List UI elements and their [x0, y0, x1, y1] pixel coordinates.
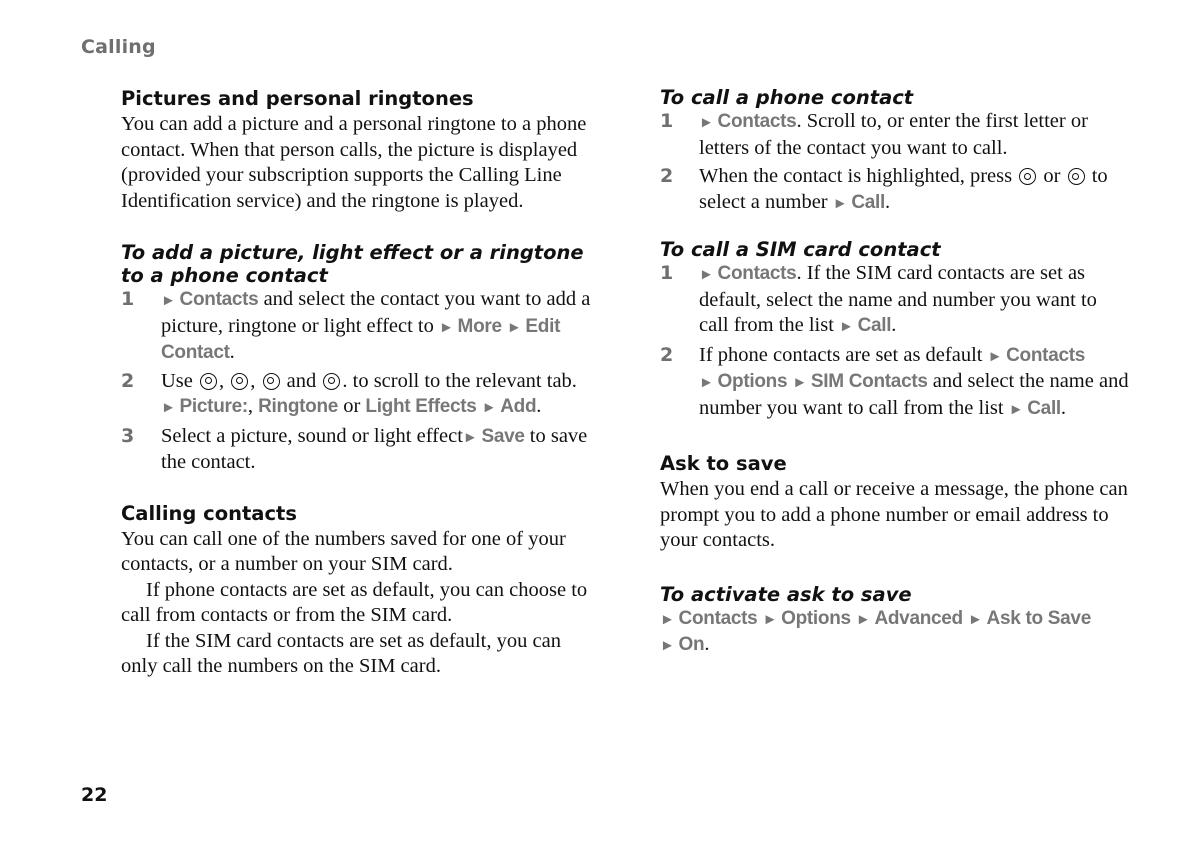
heading-ask-to-save: Ask to save	[660, 452, 787, 475]
arrow-icon: ►	[161, 399, 176, 416]
arrow-icon: ►	[987, 347, 1003, 365]
page-number: 22	[81, 784, 108, 806]
heading-call-sim-contact: To call a SIM card contact	[660, 238, 941, 261]
arrow-icon: ►	[699, 266, 714, 283]
arrow-icon: ►	[439, 318, 454, 336]
calling-contacts-p1: You can call one of the numbers saved for one of your contacts, or a number on your SIM card.	[121, 527, 566, 575]
menu-item-ringtone: Ringtone	[258, 396, 339, 417]
step-number: 2	[660, 343, 674, 366]
menu-item-contacts: ► Contacts	[699, 111, 797, 132]
menu-item-ask-to-save: ► Ask to Save	[968, 607, 1091, 629]
heading-pictures-ringtones: Pictures and personal ringtones	[121, 87, 474, 110]
navigation-key-left-icon	[263, 373, 280, 390]
menu-item-options: ► Options	[699, 371, 788, 392]
arrow-icon: ►	[506, 318, 522, 336]
menu-item-save: ► Save	[462, 425, 525, 447]
navigation-key-down-icon	[231, 373, 248, 390]
arrow-icon: ►	[792, 374, 807, 391]
step-number: 2	[121, 369, 135, 392]
menu-item-call: ► Call	[839, 315, 892, 336]
heading-calling-contacts: Calling contacts	[121, 501, 297, 525]
add-picture-step-2: 2 Use , , and . to scroll to the relevant tab. ► Picture:, Ringtone or Light Effects ► Add.	[121, 369, 591, 421]
menu-item-add: ► Add	[481, 396, 537, 417]
menu-item-contacts: ► Contacts	[987, 344, 1086, 366]
call-sim-step-1: 1 ► Contacts. If the SIM card contacts are set as default, select the name and number you want to call from the list ► Call.	[660, 261, 1130, 340]
ask-to-save-body: When you end a call or receive a message, the phone can prompt you to add a phone number or email address to your contacts.	[660, 478, 1128, 551]
step-text: and select the contact you want to add a picture, ringtone or light effect to	[161, 288, 591, 337]
menu-item-on: ► On	[660, 634, 705, 655]
navigation-key-right-icon	[323, 373, 340, 390]
arrow-icon: ►	[481, 399, 497, 416]
call-phone-step-1: 1 ► Contacts. Scroll to, or enter the first letter or letters of the contact you want to call.	[660, 109, 1130, 161]
menu-item-edit-contact: ► Edit Contact	[161, 315, 561, 363]
step-number: 1	[660, 262, 674, 284]
menu-item-contacts: ► Contacts	[660, 607, 758, 629]
arrow-icon: ►	[839, 318, 854, 335]
arrow-icon: ►	[699, 374, 714, 391]
menu-item-contacts: ► Contacts	[699, 263, 797, 284]
heading-call-phone-contact: To call a phone contact	[660, 86, 914, 109]
heading-add-picture: To add a picture, light effect or a ringtone to a phone contact	[121, 241, 584, 287]
right-column	[660, 86, 1130, 659]
calling-contacts-p3: If the SIM card contacts are set as default, you can only call the numbers on the SIM card.	[121, 629, 561, 677]
call-sim-step-2: 2 If phone contacts are set as default ► Contacts ► Options ► SIM Contacts and select the name and number you want to call from the list ► Call.	[660, 343, 1130, 423]
step-number: 1	[660, 110, 674, 132]
step-number: 1	[121, 288, 135, 310]
menu-item-options: ► Options	[762, 607, 851, 629]
step-number: 2	[660, 165, 674, 187]
menu-item-light-effects: Light Effects	[365, 396, 477, 417]
add-picture-step-3: 3 Select a picture, sound or light effect► Save to save the contact.	[121, 424, 591, 476]
arrow-icon: ►	[762, 610, 778, 628]
arrow-icon: ►	[855, 610, 871, 628]
arrow-icon: ►	[660, 610, 675, 628]
heading-activate-ask-to-save: To activate ask to save	[660, 582, 912, 606]
menu-item-contacts: ► Contacts	[161, 289, 259, 310]
running-header: Calling	[81, 36, 156, 58]
menu-item-advanced: ► Advanced	[855, 607, 963, 629]
arrow-icon: ►	[660, 637, 675, 654]
arrow-icon: ►	[699, 114, 714, 131]
pictures-body: You can add a picture and a personal ringtone to a phone contact. When that person calls, the picture is displayed (provided your subscription supports the Calling Line Identification service) and the ringtone is played.	[121, 113, 587, 212]
menu-item-picture: ► Picture:	[161, 396, 248, 417]
arrow-icon: ►	[161, 292, 176, 309]
arrow-icon: ►	[462, 428, 478, 446]
step-number: 3	[121, 424, 135, 447]
menu-item-more: ► More	[439, 315, 502, 337]
navigation-key-icon	[1068, 168, 1085, 185]
navigation-key-icon	[1019, 168, 1036, 185]
call-phone-step-2: 2 When the contact is highlighted, press or to select a number ► Call.	[660, 164, 1130, 216]
add-picture-step-1: 1 ► Contacts and select the contact you want to add a picture, ringtone or light effect to ► More ► Edit Contact.	[121, 287, 591, 366]
arrow-icon: ►	[1008, 400, 1024, 418]
activate-ask-to-save-path: ► Contacts ► Options ► Advanced ► Ask to Save ► On.	[660, 607, 1091, 655]
arrow-icon: ►	[968, 610, 983, 628]
calling-contacts-p2: If phone contacts are set as default, you can choose to call from contacts or from the SIM card.	[121, 578, 588, 626]
navigation-key-up-icon	[200, 373, 217, 390]
menu-item-call: ► Call	[1008, 397, 1061, 419]
menu-item-call: ► Call	[832, 191, 885, 213]
arrow-icon: ►	[832, 194, 848, 212]
menu-item-sim-contacts: ► SIM Contacts	[792, 371, 928, 392]
left-column	[121, 86, 591, 680]
